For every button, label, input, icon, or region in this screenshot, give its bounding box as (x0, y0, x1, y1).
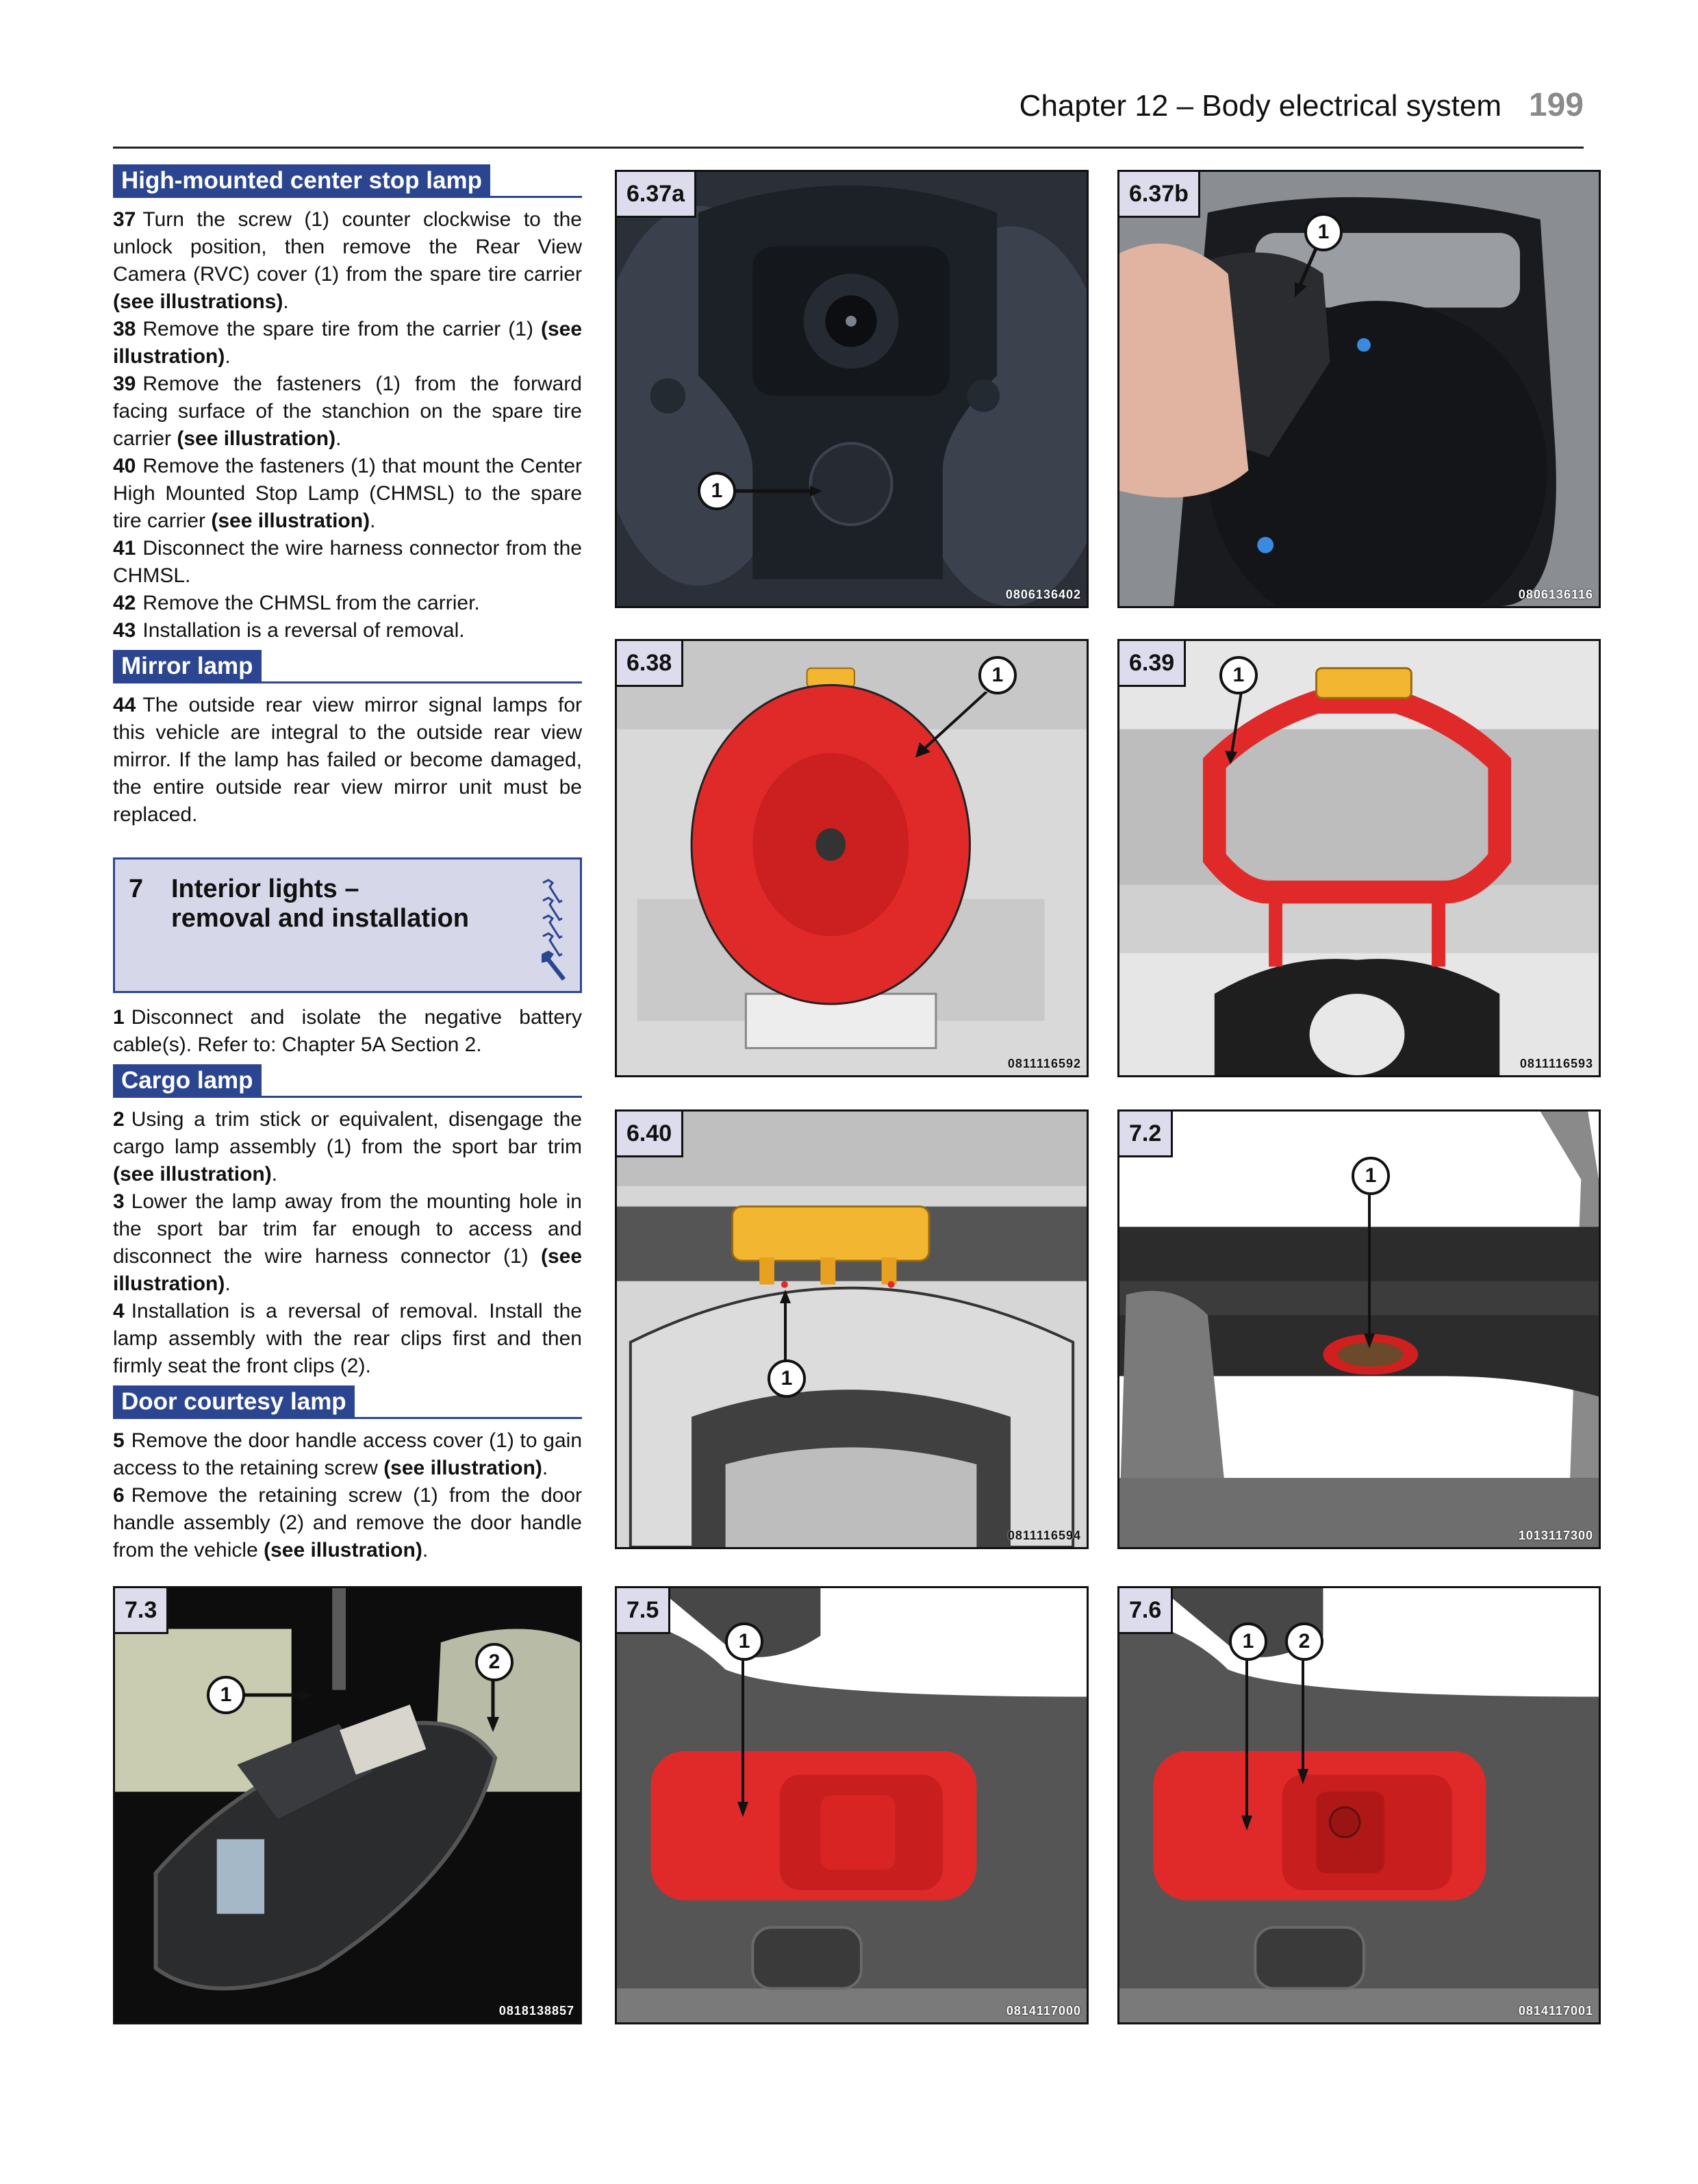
step-number: 2 (113, 1108, 125, 1131)
step-number: 1 (113, 1006, 125, 1029)
text-column (113, 164, 582, 1564)
figure-6-37a (615, 170, 1089, 608)
step-44: 44 The outside rear view mirror signal lamps for this vehicle are integral to the outside rear view mirror. If the lamp has failed or become damaged, the entire outside rear view mirror unit must be replaced. (113, 694, 582, 826)
rvc-cover-photo (617, 172, 1087, 606)
figure-code: 0806136402 (1005, 588, 1081, 601)
figure-label: 6.37b (1119, 172, 1200, 218)
step-42: 42 Remove the CHMSL from the carrier. (113, 592, 480, 614)
see-illustration-ref: (see illustration) (113, 1163, 272, 1185)
callout-2: 2 (475, 1643, 514, 1681)
see-illustration-ref: (see illustration) (264, 1539, 422, 1561)
callout-arrow-1 (242, 1688, 314, 1702)
step-37: 37 Turn the screw (1) counter clockwise to the unlock position, then remove the Rear View Camera (RVC) cover (1) from the spare tire carrier (see illustrations). (113, 208, 582, 313)
callout-arrow-2 (1296, 1661, 1310, 1785)
step-5: 5 Remove the door handle access cover (1) to gain access to the retaining screw (see illustration). (113, 1429, 582, 1479)
figure-label: 7.6 (1119, 1588, 1173, 1634)
chmsl-fasteners-illustration (617, 1112, 1087, 1547)
figure-code: 1013117300 (1518, 1529, 1593, 1542)
callout-arrow (1363, 1195, 1376, 1348)
callout-1: 1 (207, 1676, 245, 1714)
section-heading-mirror: Mirror lamp (113, 650, 582, 683)
callout-1: 1 (698, 472, 736, 510)
callout-arrow (1291, 244, 1325, 299)
section-title: Interior lights – removal and installation (171, 875, 469, 933)
callout-1: 1 (725, 1622, 763, 1661)
see-illustration-ref: (see illustration) (211, 510, 370, 532)
step-number: 40 (113, 455, 136, 477)
figure-6-39 (1117, 639, 1601, 1077)
see-illustration-ref: (see illustration) (177, 427, 336, 450)
see-illustration-ref: (see illustration) (113, 1245, 582, 1295)
step-38: 38 Remove the spare tire from the carrier (1) (see illustration). (113, 318, 582, 368)
section-heading-door: Door courtesy lamp (113, 1385, 582, 1419)
figure-7-6 (1117, 1586, 1601, 2024)
step-number: 42 (113, 592, 136, 614)
figure-code: 0818138857 (498, 2004, 574, 2018)
figure-6-40 (615, 1109, 1089, 1549)
callout-arrow (778, 1290, 792, 1361)
page-number: 199 (1528, 87, 1584, 123)
callout-1: 1 (1352, 1157, 1390, 1195)
figure-label: 7.3 (115, 1588, 168, 1634)
callout-1: 1 (1219, 656, 1258, 694)
step-number: 5 (113, 1429, 125, 1452)
see-illustration-ref: (see illustration) (113, 318, 582, 368)
mirror-steps (113, 692, 582, 829)
intro-steps (113, 1004, 582, 1059)
figure-code: 0814117001 (1518, 2004, 1593, 2018)
figure-label: 6.40 (617, 1112, 683, 1157)
figure-6-38 (615, 639, 1089, 1077)
figure-code: 0814117000 (1006, 2004, 1081, 2018)
step-40: 40 Remove the fasteners (1) that mount the Center High Mounted Stop Lamp (CHMSL) to the spare tire carrier (see illustration). (113, 455, 582, 532)
figure-6-37b (1117, 170, 1601, 608)
callout-arrow (736, 1661, 750, 1818)
figure-code: 0811116594 (1007, 1529, 1081, 1542)
callout-arrow-2 (485, 1680, 501, 1732)
callout-1: 1 (768, 1359, 806, 1398)
chmsl-steps (113, 206, 582, 644)
figure-7-2 (1117, 1109, 1601, 1549)
step-number: 3 (113, 1190, 125, 1213)
figure-7-5 (615, 1586, 1089, 2024)
figure-code: 0806136116 (1518, 588, 1593, 601)
step-6: 6 Remove the retaining screw (1) from the door handle assembly (2) and remove the door handle from the vehicle (see illustration). (113, 1484, 582, 1561)
cargo-steps (113, 1106, 582, 1380)
callout-1: 1 (978, 656, 1017, 694)
section-number: 7 (129, 875, 144, 903)
step-43: 43 Installation is a reversal of removal. (113, 619, 465, 642)
step-41: 41 Disconnect the wire harness connector from the CHMSL. (113, 537, 582, 587)
figure-label: 7.2 (1119, 1112, 1173, 1157)
step-number: 38 (113, 318, 136, 340)
step-number: 39 (113, 373, 136, 395)
step-3: 3 Lower the lamp away from the mounting hole in the sport bar trim far enough to access and disconnect the wire harness connector (1) (see illustration). (113, 1190, 582, 1295)
page-header (113, 82, 1584, 149)
figure-label: 6.39 (1119, 641, 1186, 687)
spare-tire-illustration (617, 641, 1087, 1075)
step-number: 6 (113, 1484, 125, 1507)
spanner-difficulty-icon (535, 877, 572, 984)
figure-code: 0811116593 (1519, 1057, 1593, 1070)
section-heading-chmsl: High-mounted center stop lamp (113, 164, 582, 198)
step-number: 44 (113, 694, 136, 716)
step-1: 1 Disconnect and isolate the negative battery cable(s). Refer to: Chapter 5A Section 2. (113, 1006, 582, 1056)
step-2: 2 Using a trim stick or equivalent, disengage the cargo lamp assembly (1) from the sport bar trim (see illustration). (113, 1108, 582, 1185)
callout-2: 2 (1285, 1622, 1323, 1661)
step-number: 37 (113, 208, 136, 231)
figure-code: 0811116592 (1007, 1057, 1081, 1070)
door-handle-screw-illustration (1119, 1588, 1599, 2022)
figure-label: 7.5 (617, 1588, 670, 1634)
door-handle-cover-illustration (617, 1588, 1087, 2022)
rvc-cover-removed-photo (1119, 172, 1599, 606)
figure-7-3 (113, 1586, 582, 2024)
callout-arrow (733, 484, 822, 498)
callout-1: 1 (1229, 1622, 1267, 1661)
callout-arrow (911, 692, 993, 760)
see-illustration-ref: (see illustrations) (113, 290, 283, 313)
step-39: 39 Remove the fasteners (1) from the forward facing surface of the stanchion on the spare tire carrier (see illustration). (113, 373, 582, 450)
callout-arrow (1222, 692, 1250, 767)
see-illustration-ref: (see illustration) (383, 1457, 542, 1479)
step-4: 4 Installation is a reversal of removal. Install the lamp assembly with the rear clips first and then firmly seat the front clips (2). (113, 1300, 582, 1377)
step-number: 43 (113, 619, 136, 642)
section-heading-cargo: Cargo lamp (113, 1064, 582, 1098)
chapter-section-box (113, 857, 582, 993)
step-number: 41 (113, 537, 136, 560)
figure-label: 6.38 (617, 641, 683, 687)
chmsl-stanchion-illustration (1119, 641, 1599, 1075)
callout-1: 1 (1304, 213, 1343, 251)
chapter-title: Chapter 12 – Body electrical system (1019, 89, 1501, 123)
figure-label: 6.37a (617, 172, 696, 218)
step-number: 4 (113, 1300, 125, 1322)
callout-arrow-1 (1240, 1661, 1254, 1832)
door-steps (113, 1427, 582, 1564)
